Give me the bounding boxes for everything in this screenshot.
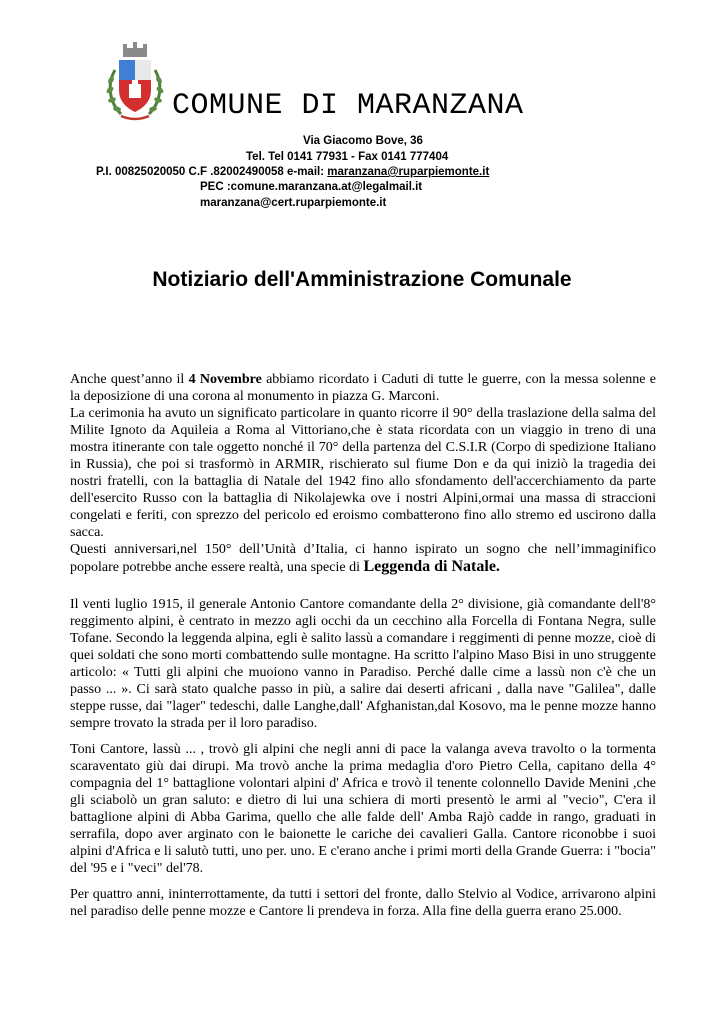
tax-codes: P.I. 00825020050 C.F .82002490058 e-mail: [96, 166, 328, 178]
paragraph-anniversaries: Questi anniversari,nel 150° dell’Unità d’Italia, ci hanno ispirato un sogno che nell’immaginifico popolare potrebbe anche essere realtà, una specie di Leggenda di Natale. [70, 542, 656, 575]
paragraph-ceremony: La cerimonia ha avuto un significato particolare in quanto ricorre il 90° della traslazione della salma del Milite Ignoto da Aquileia a Roma al Vittoriano,che è stata ricordata con un viaggio in treno di una mostra itinerante con tale oggetto nonché il 70° della partenza del C.S.I.R (Corpo di spedizione Italiano in Russia), che poi si trasformò in ARMIR, rischierato sul fiume Don e da qui iniziò la tragedia dei nostri fratelli, con la battaglia di Natale del 1942 fino allo sfondamento dell'accerchiamento da parte dell'esercito Russo con la battaglia di Nikolajewka ove i nostri Alpini,ormai una massa di straccioni congelati e feriti, con sprezzo del pericolo ed eroismo combatterono fino allo stremo ed uscirono dalla sacca. [70, 406, 656, 540]
phone-fax-line: Tel. Tel 0141 77931 - Fax 0141 777404 [246, 151, 449, 163]
tax-email-line [96, 165, 489, 180]
municipal-crest-logo [103, 40, 167, 124]
paragraph-four-years: Per quattro anni, ininterrottamente, da tutti i settori del fronte, dallo Stelvio al Vodice, arrivarono alpini nel paradiso delle penne mozze e Cantore li prendeva in forza. Alla fine della guerra erano 25.000. [70, 887, 656, 919]
municipality-title: COMUNE DI MARANZANA [172, 89, 524, 123]
address-line: Via Giacomo Bove, 36 [303, 135, 423, 147]
certified-email-line: maranzana@cert.ruparpiemonte.it [200, 197, 387, 209]
email-link[interactable]: maranzana@ruparpiemonte.it [327, 166, 490, 178]
legend-title: Leggenda di Natale. [363, 558, 500, 575]
pec-line: PEC :comune.maranzana.at@legalmail.it [200, 181, 423, 193]
paragraph-paradise: Toni Cantore, lassù ... , trovò gli alpini che negli anni di pace la valanga aveva travolto o la tormenta scaraventato giù dai dirupi. Ma trovò anche la prima medaglia d'oro Pietro Cella, capitano della 4° compagnia del 1° battaglione volontari alpini d' Africa e trovò il tenente colonnello Davide Menini ,che gli sciabolò un gran saluto: e dietro di lui una schiera di morti presentò le armi al "vecio", C'era il battaglione alpini di Abba Garima, quello che alle falde dell' Amba Rajò cadde in rango, graduati in serrafila, dopo aver arginato con le baionette le cariche dei cavalieri Galla. Cantore riconobbe i suoi alpini d'Africa e li salutò tutti, uno per. uno. E c'erano anche i primi morti della Grande Guerra: i "bocia" del '95 e i "veci" del'78. [70, 742, 656, 876]
paragraph-cantore: Il venti luglio 1915, il generale Antonio Cantore comandante della 2° divisione, già comandante dell'8° reggimento alpini, è centrato in mezzo agli occhi da un cecchino alla Forcella di Fontana Negra, sulle Tofane. Secondo la leggenda alpina, egli è salito lassù a comandare i reggimenti di penne mozze, cioè di quei soldati che sono morti combattendo sulle montagne. Ha scritto l'alpino Maso Bisi in uno struggente articolo: « Tutti gli alpini che muoiono vanno in Paradiso. Perché dalle cime a lassù non c'è che un passo ... ». Ci sarà stato qualche passo in più, a salire dai deserti africani , dalla nave "Galilea", dalle steppe russe, dai "lager" tedeschi, dalle Langhe,dall' Afghanistan,dal Kosovo, ma le penne mozze hanno sempre trovato la strada per il loro paradiso. [70, 597, 656, 731]
paragraph-commemoration: Anche quest’anno il 4 Novembre abbiamo ricordato i Caduti di tutte le guerre, con la messa solenne e la deposizione di una corona al monumento in piazza G. Marconi. [70, 372, 656, 404]
date-highlight: 4 Novembre [188, 372, 262, 387]
article-body [70, 371, 656, 920]
bulletin-headline: Notiziario dell'Amministrazione Comunale [152, 268, 572, 291]
